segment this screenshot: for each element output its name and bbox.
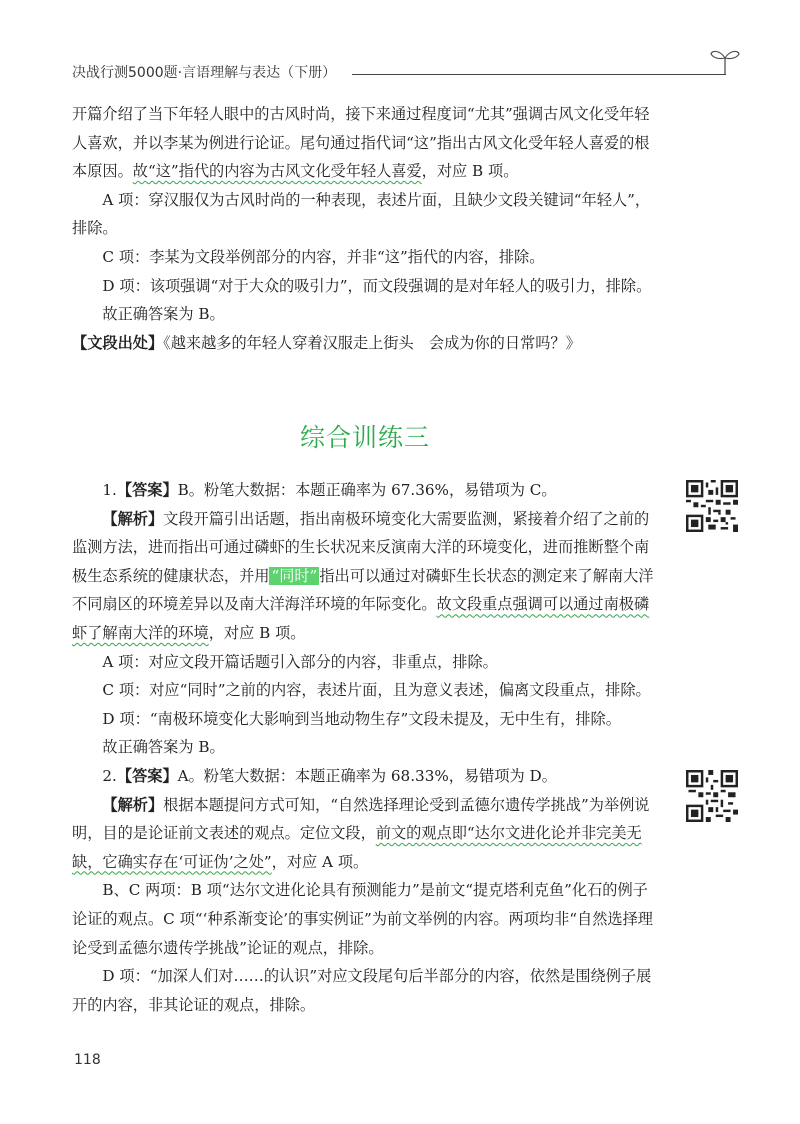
text-run: 文段开篇引出话题，指出南极环境变化大需要监测，紧接着介绍了之前的监测方法，进而指出可通过磷虾的生长状况来反演南大洋的环境变化，进而推断整个南极生态系统的健康状态，并用 — [72, 509, 650, 585]
paragraph: C 项：李某为文段举例部分的内容，并非“这”指代的内容，排除。 — [102, 247, 545, 266]
source-label: 【文段出处】 — [72, 333, 164, 352]
section-title: 综合训练三 — [299, 423, 430, 452]
paragraph: A 项：对应文段开篇话题引入部分的内容，非重点，排除。 — [102, 652, 498, 671]
underlined-text: 故文段重点强调可以通过南极磷虾了解南大洋的环境 — [72, 595, 650, 642]
highlighted-text: “同时” — [271, 566, 318, 585]
book-title: 决战行测5000题·言语理解与表达（下册） — [72, 65, 337, 81]
paragraph — [72, 100, 660, 186]
text-run: 开篇介绍了当下年轻人眼中的古风时尚，接下来通过程度词“尤其”强调古风文化受年轻人喜欢，并以李某为例进行论证。尾句通过指代词“这”指出古风文化受年轻人喜爱的根本原因。 — [72, 105, 650, 181]
running-header — [72, 58, 742, 88]
page-number: 118 — [74, 1052, 101, 1068]
q1-block — [72, 476, 660, 1019]
analysis-label: 【解析】 — [102, 509, 164, 528]
analysis-label: 【解析】 — [102, 795, 164, 814]
answer-label: 【答案】 — [116, 481, 178, 499]
paragraph: 故正确答案为 B。 — [102, 305, 225, 324]
analysis-paragraph — [72, 791, 660, 877]
sprout-icon — [708, 46, 742, 76]
header-rule — [352, 74, 726, 75]
question-number: 1. — [102, 481, 117, 499]
text-run: 指出可以通过对磷虾生长状态的测定来了解南大洋不同扇区的环境差异以及南大洋海洋环境的年际变化。 — [72, 566, 654, 614]
text-run: ，对应 A 项。 — [271, 852, 369, 871]
paragraph: 故正确答案为 B。 — [102, 738, 225, 757]
paragraph: A 项：穿汉服仅为古风时尚的一种表现，表述片面，且缺少文段关键词“年轻人”，排除。 — [72, 190, 651, 238]
underlined-text: 前文的观点即“达尔文进化论并非完美无缺，它确实存在‘可证伪’之处” — [72, 824, 642, 871]
part1-block — [72, 100, 660, 357]
text-run: ，对应 B 项。 — [208, 623, 306, 642]
underlined-text: 故“这”指代的内容为古风文化受年轻人喜爱 — [132, 162, 422, 181]
source-line — [72, 329, 660, 358]
text-run: 根据本题提问方式可知，“自然选择理论受到孟德尔遗传学挑战”为举例说明，目的是论证前文表述的观点。定位文段， — [72, 795, 650, 843]
paragraph: B、C 两项：B 项“达尔文进化论具有预测能力”是前文“提克塔利克鱼”化石的例子论证的观点。C 项“‘种系渐变论’的事实例证”为前文举例的内容。两项均非“自然选择理论受到孟德尔遗传学挑战”论证的观点，排除。 — [72, 881, 653, 957]
answer-text: A。粉笔大数据：本题正确率为 68.33%，易错项为 D。 — [177, 766, 557, 785]
answer-label: 【答案】 — [116, 766, 178, 785]
source-text: 《越来越多的年轻人穿着汉服走上街头 会成为你的日常吗？》 — [163, 333, 581, 352]
paragraph: C 项：对应“同时”之前的内容，表述片面，且为意义表述，偏离文段重点，排除。 — [102, 681, 651, 700]
qr-code-icon[interactable] — [686, 770, 738, 822]
analysis-paragraph — [72, 505, 660, 648]
answer-text: B。粉笔大数据：本题正确率为 67.36%，易错项为 C。 — [177, 481, 557, 499]
paragraph: D 项：该项强调“对于大众的吸引力”，而文段强调的是对年轻人的吸引力，排除。 — [102, 276, 652, 295]
answer-line — [72, 476, 660, 505]
answer-line — [72, 762, 660, 791]
paragraph: D 项：“南极环境变化大影响到当地动物生存”文段未提及，无中生有，排除。 — [102, 709, 621, 728]
question-number: 2. — [102, 766, 117, 785]
text-run: ，对应 B 项。 — [421, 162, 519, 181]
paragraph: D 项：“加深人们对……的认识”对应文段尾句后半部分的内容，依然是围绕例子展开的内容，非其论证的观点，排除。 — [72, 967, 652, 1014]
qr-code-icon[interactable] — [686, 480, 738, 532]
